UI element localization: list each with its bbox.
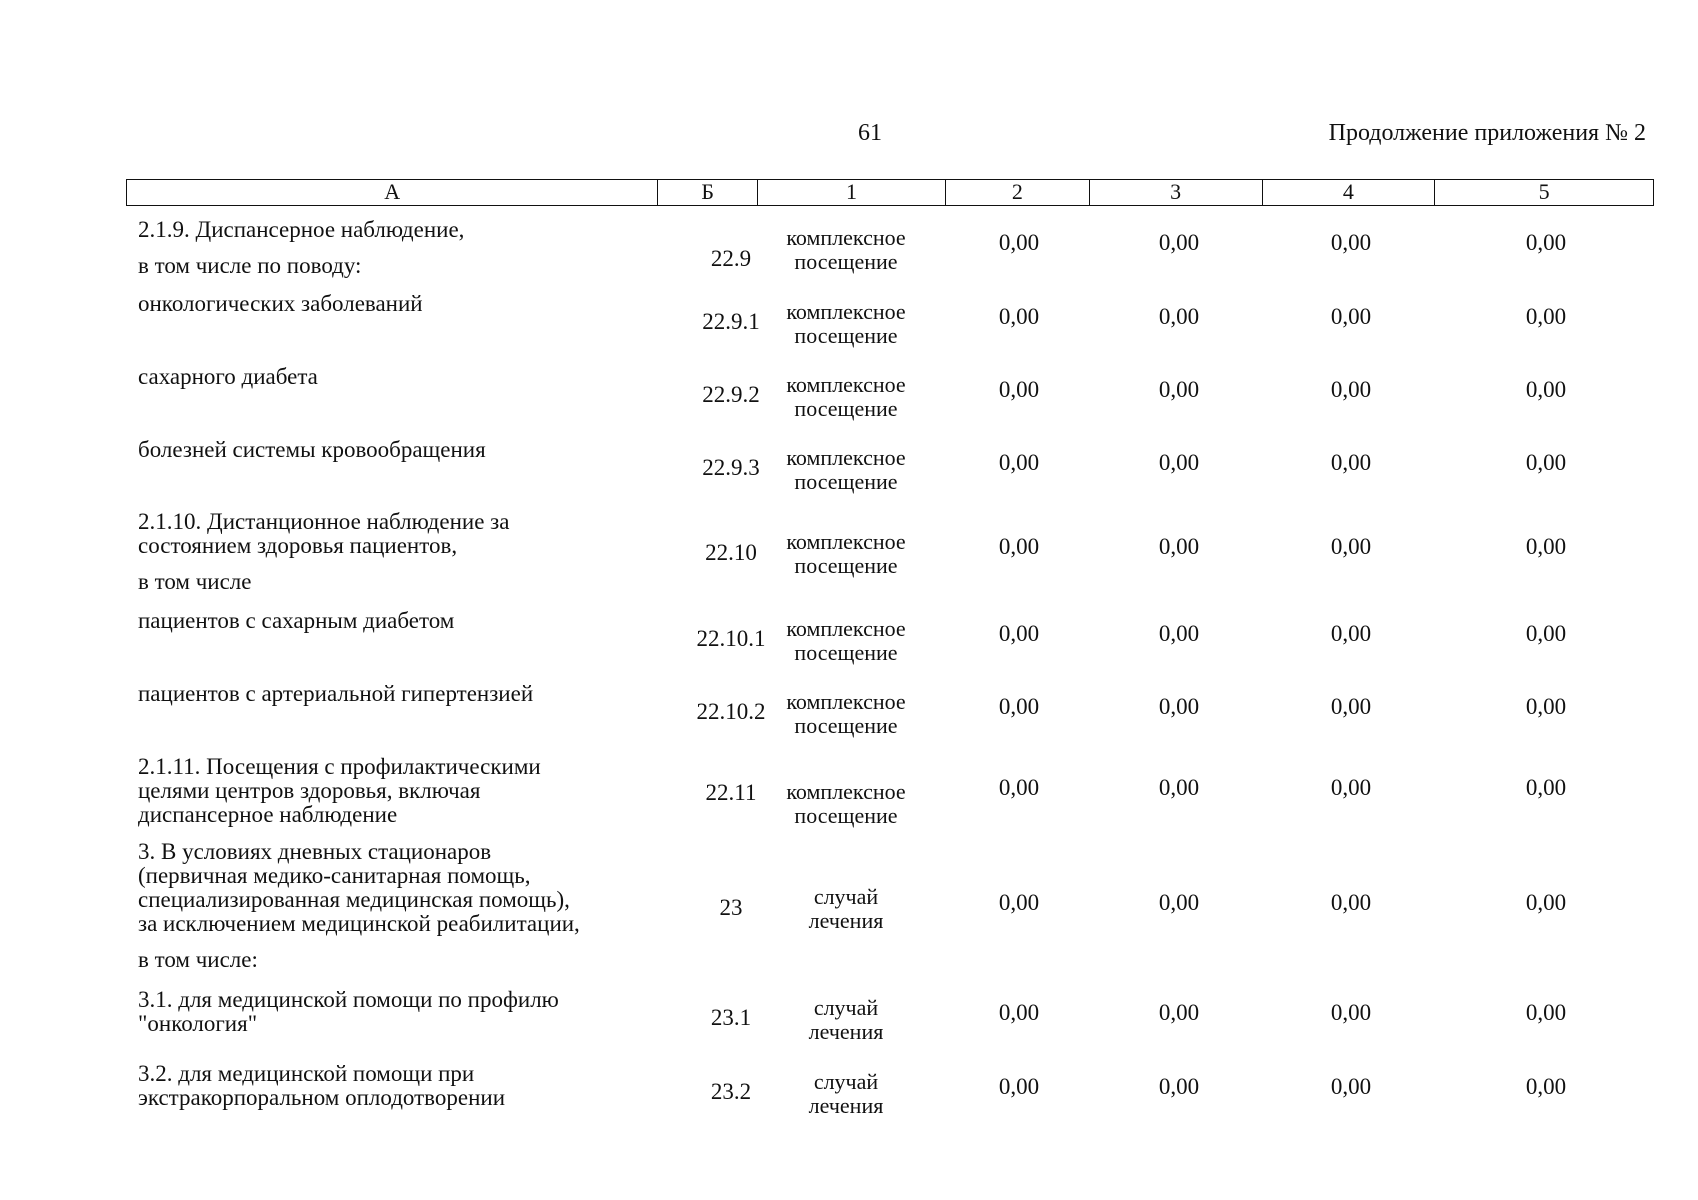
- row-value-col-3: 0,00: [1158, 1074, 1200, 1099]
- row-value-col-3: 0,00: [1158, 304, 1200, 329]
- row-name-line: диспансерное наблюдение: [138, 802, 398, 827]
- row-value-col-3: 0,00: [1158, 1000, 1200, 1025]
- row-unit-line: посещение: [794, 323, 898, 348]
- row-value-col-2: 0,00: [998, 534, 1040, 559]
- row-code-cell: 22.9: [710, 246, 752, 271]
- header-cell-3: 3: [1090, 180, 1263, 205]
- row-unit-cell: [746, 530, 946, 578]
- row-name-line: "онкология": [138, 1011, 258, 1036]
- row-name-line: сахарного диабета: [138, 364, 318, 389]
- row-value-col-3: 0,00: [1158, 890, 1200, 915]
- row-value-col-3: 0,00: [1158, 377, 1200, 402]
- row-unit-line: посещение: [794, 640, 898, 665]
- row-unit-line: комплексное: [786, 372, 906, 397]
- row-unit-line: посещение: [794, 469, 898, 494]
- page-number: 61: [858, 120, 882, 146]
- header-cell-2: 2: [946, 180, 1090, 205]
- row-name-line: экстракорпоральном оплодотворении: [138, 1085, 506, 1110]
- row-unit-line: случай: [813, 1069, 879, 1094]
- row-value-col-2: 0,00: [998, 450, 1040, 475]
- row-value-col-3: 0,00: [1158, 230, 1200, 255]
- row-unit-cell: [746, 446, 946, 494]
- row-value-col-2: 0,00: [998, 621, 1040, 646]
- row-name-line: состоянием здоровья пациентов,: [138, 533, 458, 558]
- row-name-line: целями центров здоровья, включая: [138, 778, 481, 803]
- row-value-col-5: 0,00: [1525, 890, 1567, 915]
- row-name-line: пациентов с сахарным диабетом: [138, 608, 455, 633]
- row-unit-line: комплексное: [786, 299, 906, 324]
- row-name-line: 3.2. для медицинской помощи при: [138, 1061, 475, 1086]
- row-unit-line: случай: [813, 995, 879, 1020]
- row-name-line: 2.1.9. Диспансерное наблюдение,: [138, 217, 465, 242]
- row-value-col-2: 0,00: [998, 694, 1040, 719]
- row-unit-cell: [746, 996, 946, 1044]
- row-unit-cell: [746, 373, 946, 421]
- row-name-line: в том числе по поводу:: [138, 253, 362, 278]
- row-unit-line: лечения: [808, 1093, 884, 1118]
- header-cell-5: 5: [1538, 179, 1550, 204]
- row-value-col-2: 0,00: [998, 230, 1040, 255]
- row-unit-cell: [746, 617, 946, 665]
- row-value-col-4: 0,00: [1330, 534, 1372, 559]
- row-code-cell: 22.10: [705, 540, 757, 565]
- row-code-cell: 23.2: [710, 1079, 752, 1104]
- row-code-cell: 22.9.3: [702, 455, 760, 480]
- row-value-col-4: 0,00: [1330, 450, 1372, 475]
- row-value-col-4: 0,00: [1330, 621, 1372, 646]
- row-value-col-3: 0,00: [1158, 450, 1200, 475]
- row-value-col-2: 0,00: [998, 304, 1040, 329]
- row-value-col-4: 0,00: [1330, 890, 1372, 915]
- row-unit-line: комплексное: [786, 225, 906, 250]
- row-name-line: (первичная медико-санитарная помощь,: [138, 863, 531, 888]
- row-unit-line: посещение: [794, 249, 898, 274]
- row-code-cell: 22.9.1: [702, 309, 760, 334]
- row-value-col-5: 0,00: [1525, 377, 1567, 402]
- row-unit-line: посещение: [794, 713, 898, 738]
- row-name-line: 2.1.10. Дистанционное наблюдение за: [138, 509, 510, 534]
- row-value-col-2: 0,00: [998, 775, 1040, 800]
- row-value-col-5: 0,00: [1525, 1074, 1567, 1099]
- row-value-col-4: 0,00: [1330, 775, 1372, 800]
- row-value-col-2: 0,00: [998, 890, 1040, 915]
- row-name-line: в том числе: [138, 569, 252, 594]
- row-unit-line: комплексное: [786, 689, 906, 714]
- row-value-col-5: 0,00: [1525, 694, 1567, 719]
- row-value-col-5: 0,00: [1525, 1000, 1567, 1025]
- row-value-col-4: 0,00: [1330, 304, 1372, 329]
- row-name-line: в том числе:: [138, 947, 258, 972]
- row-value-col-3: 0,00: [1158, 534, 1200, 559]
- row-value-col-4: 0,00: [1330, 377, 1372, 402]
- row-value-col-5: 0,00: [1525, 775, 1567, 800]
- row-value-col-5: 0,00: [1525, 450, 1567, 475]
- row-unit-cell: [746, 1070, 946, 1118]
- row-value-col-5: 0,00: [1525, 534, 1567, 559]
- row-value-col-5: 0,00: [1525, 230, 1567, 255]
- row-code-cell: 22.10.2: [696, 699, 766, 724]
- row-unit-cell: [746, 226, 946, 274]
- row-unit-line: комплексное: [786, 779, 906, 804]
- header-cell-4: 4: [1263, 180, 1436, 205]
- row-code-cell: 22.9.2: [702, 382, 760, 407]
- row-value-col-4: 0,00: [1330, 1000, 1372, 1025]
- row-unit-line: посещение: [794, 803, 898, 828]
- row-name-line: 3. В условиях дневных стационаров: [138, 839, 492, 864]
- row-unit-line: посещение: [794, 396, 898, 421]
- row-value-col-2: 0,00: [998, 377, 1040, 402]
- row-unit-line: комплексное: [786, 616, 906, 641]
- row-unit-cell: [746, 690, 946, 738]
- row-unit-line: лечения: [808, 1019, 884, 1044]
- header-cell-a: А: [127, 180, 658, 205]
- row-value-col-2: 0,00: [998, 1000, 1040, 1025]
- row-unit-cell: [746, 300, 946, 348]
- row-unit-line: лечения: [808, 908, 884, 933]
- row-unit-line: комплексное: [786, 445, 906, 470]
- row-code-cell: 23: [719, 895, 743, 920]
- row-name-line: 3.1. для медицинской помощи по профилю: [138, 987, 559, 1012]
- appendix-heading: Продолжение приложения № 2: [1328, 120, 1646, 146]
- row-unit-cell: [746, 780, 946, 828]
- row-value-col-4: 0,00: [1330, 694, 1372, 719]
- row-name-line: пациентов с артериальной гипертензией: [138, 681, 534, 706]
- header-cell-1: 1: [758, 180, 946, 205]
- row-value-col-2: 0,00: [998, 1074, 1040, 1099]
- row-value-col-3: 0,00: [1158, 775, 1200, 800]
- table-header: [126, 179, 1654, 206]
- row-value-col-3: 0,00: [1158, 694, 1200, 719]
- header-cell-b: Б: [658, 180, 758, 205]
- row-code-cell: 22.10.1: [696, 626, 766, 651]
- row-code-cell: 22.11: [705, 780, 757, 805]
- row-name-line: специализированная медицинская помощь),: [138, 887, 570, 912]
- row-name-line: за исключением медицинской реабилитации,: [138, 911, 580, 936]
- row-name-line: 2.1.11. Посещения с профилактическими: [138, 754, 541, 779]
- row-unit-line: комплексное: [786, 529, 906, 554]
- row-value-col-4: 0,00: [1330, 1074, 1372, 1099]
- row-unit-line: случай: [813, 884, 879, 909]
- row-value-col-5: 0,00: [1525, 304, 1567, 329]
- row-unit-cell: [746, 885, 946, 933]
- row-value-col-5: 0,00: [1525, 621, 1567, 646]
- row-code-cell: 23.1: [710, 1005, 752, 1030]
- row-unit-line: посещение: [794, 553, 898, 578]
- row-value-col-4: 0,00: [1330, 230, 1372, 255]
- row-name-line: онкологических заболеваний: [138, 291, 423, 316]
- row-name-line: болезней системы кровообращения: [138, 437, 486, 462]
- row-value-col-3: 0,00: [1158, 621, 1200, 646]
